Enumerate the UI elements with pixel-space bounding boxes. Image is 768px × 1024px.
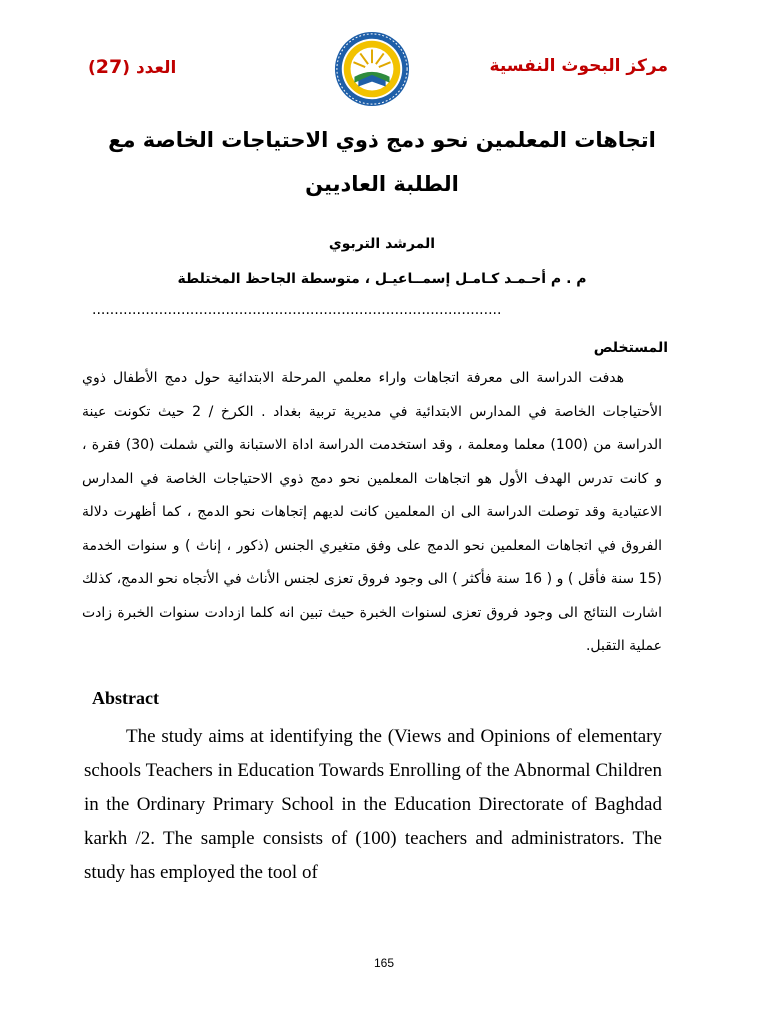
english-abstract-body: The study aims at identifying the (Views and Opinions of elementary schools Teachers in Education Towards Enrolling of the Abnormal Children in the Ordinary Primary School in the Education Directorate of Baghdad karkh /2. The sample consists of (100) teachers and administrators. The study has employed the tool of: [84, 726, 662, 883]
dotted-separator: ............................................................................................: [92, 302, 502, 318]
english-abstract-heading: Abstract: [92, 688, 159, 708]
institution-seal-logo: [333, 30, 411, 108]
issue-word: العدد: [135, 58, 177, 78]
article-title: اتجاهات المعلمين نحو دمج ذوي الاحتياجات الخاصة مع الطلبة العاديين: [108, 128, 656, 196]
research-center-name: مركز البحوث النفسية: [489, 56, 668, 76]
issue-label: العدد (27): [88, 56, 177, 78]
arabic-abstract-body: هدفت الدراسة الى معرفة اتجاهات واراء معلمي المرحلة الابتدائية حول دمج الأطفال ذوي الأحتياجات الخاصة في المدارس الابتدائية في مديرية تربية بغداد . الكرخ / 2 حيث تكونت عينة الدراسة من (100) معلما ومعلمة ، وقد استخدمت الدراسة اداة الاستبانة والتي شملت (30) فقرة ، و كانت تدرس الهدف الأول هو اتجاهات المعلمين نحو دمج ذوي الاحتياجات الخاصة في المدارس الاعتيادية وقد توصلت الدراسة الى ان المعلمين كانت لديهم إتجاهات نحو الدمج ، كما أظهرت دلالة الفروق في اتجاهات المعلمين نحو الدمج على وفق متغيري الجنس (ذكور ، إناث ) و سنوات الخدمة (15 سنة فأقل ) و ( 16 سنة فأكثر ) الى وجود فروق تعزى لجنس الأناث في الأتجاه نحو الدمج، كذلك اشارت النتائج الى وجود فروق تعزى لسنوات الخبرة حيث تبين انه كلما ازدادت سنوات الخبرة زادت عملية التقبل.: [82, 370, 663, 654]
arabic-abstract-heading: المستخلص: [593, 340, 668, 356]
page-header: [88, 30, 668, 110]
author-name: م . م أحـمـد كـامـل إسمــاعيـل ، متوسطة الجاحظ المختلطة: [177, 271, 587, 287]
page-number: 165: [373, 956, 395, 970]
author-role: المرشد التربوي: [328, 236, 436, 252]
issue-number: 27: [95, 56, 123, 78]
